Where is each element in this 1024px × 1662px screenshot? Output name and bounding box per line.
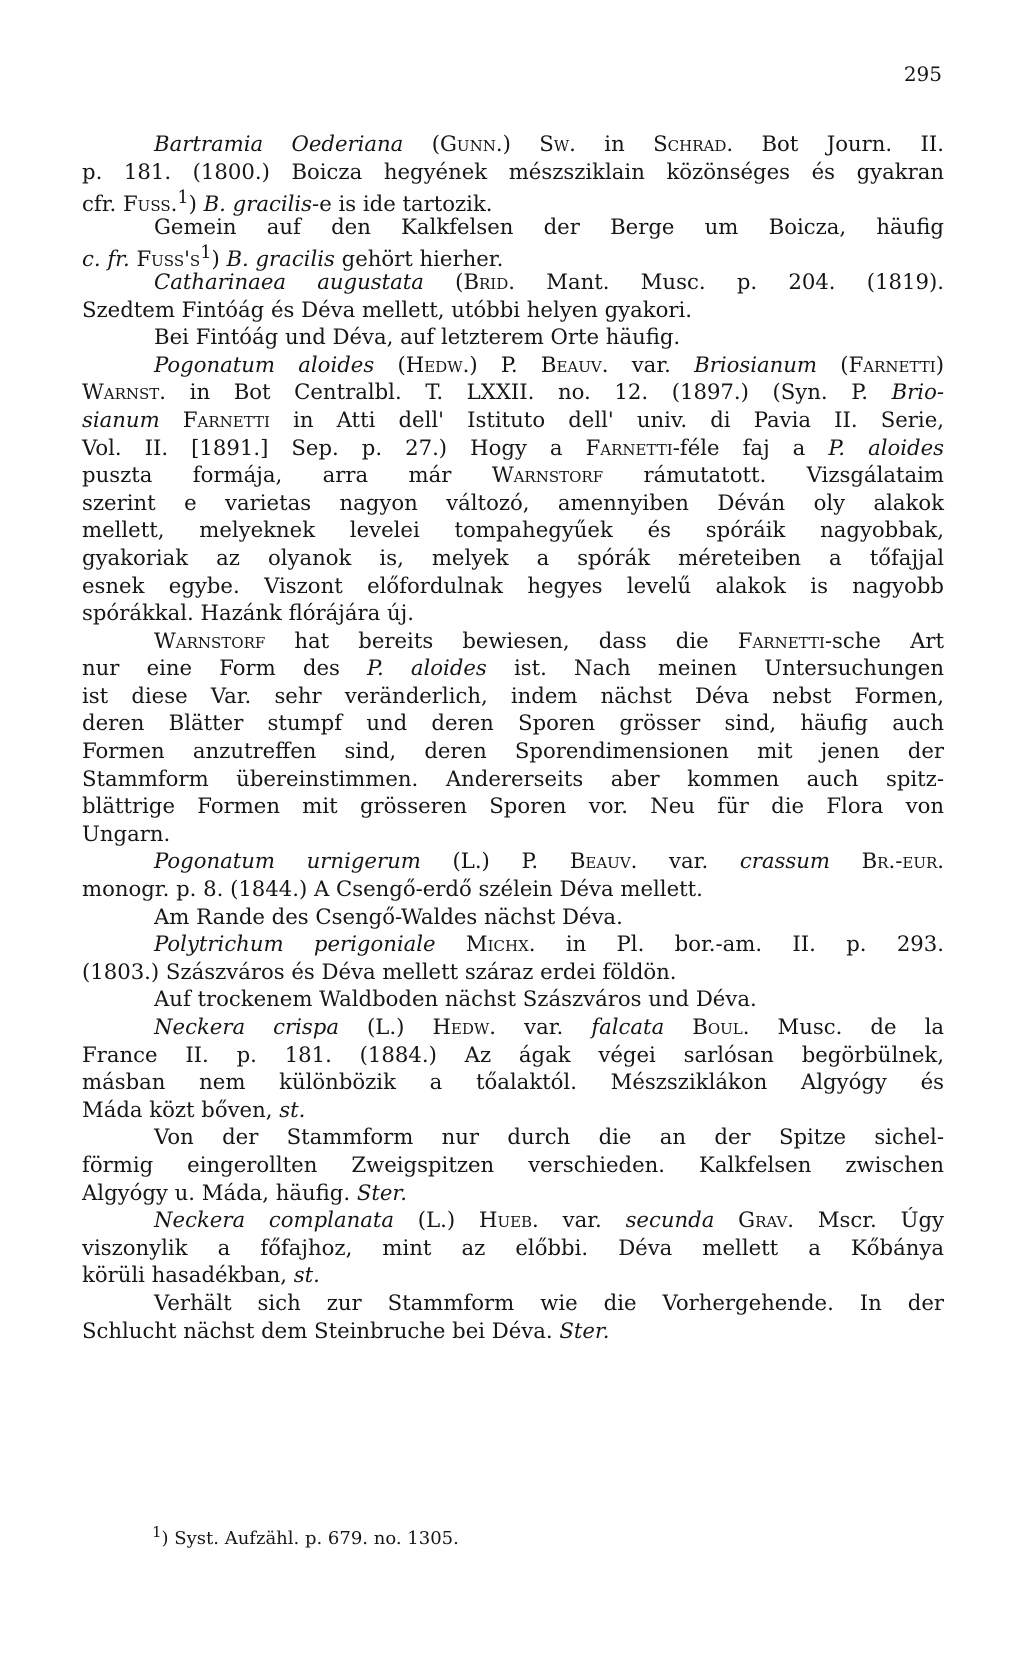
author-name: Warnst. [82, 379, 167, 405]
footnote-ref: 1 [200, 243, 212, 264]
author-name: Beauv. [540, 351, 609, 377]
text-run: var. [637, 848, 740, 874]
text-run: cfr. [82, 191, 123, 217]
text-run: Gemein auf den Kalkfelsen der Berge um Boicza, häufig [154, 213, 944, 239]
footnote-ref: 1 [177, 188, 189, 209]
text-run: in Atti dell' Istituto dell' univ. di Pavia II. Serie, [269, 406, 944, 432]
text-run: ) [211, 246, 227, 272]
text-run: Vol. II. [1891.] Sep. p. 27.) Hogy a [82, 434, 586, 460]
text-run: ) P. [469, 351, 541, 377]
italic-text: Briosianum [694, 351, 818, 377]
text-line [82, 654, 944, 682]
author-name: Brid. [463, 268, 515, 294]
text-run: körüli hasadékban, [82, 1262, 294, 1288]
text-run: -féle faj a [672, 434, 829, 460]
text-run: ( [817, 351, 849, 377]
text-run: ist diese Var. sehr veränderlich, indem nächst Déva nebst Formen, [82, 682, 944, 708]
text-line [82, 875, 944, 903]
text-line [82, 1234, 944, 1262]
author-name: Hueb. [478, 1207, 539, 1233]
text-run: (1803.) Szászváros és Déva mellett száraz erdei földön. [82, 958, 677, 984]
text-run [436, 931, 466, 956]
author-name: Boul. [692, 1014, 750, 1039]
text-line [82, 765, 944, 793]
text-line [82, 1041, 944, 1069]
author-name: Farnetti [182, 406, 270, 432]
text-run: France II. p. 181. (1884.) Az ágak végei sarlósan begörbülnek, [82, 1041, 944, 1067]
text-line [82, 903, 944, 931]
text-run: másban nem különbözik a tőalaktól. Mészsziklákon Algyógy és [82, 1069, 944, 1095]
text-run: gehört hierher. [334, 246, 504, 272]
author-name: Fuss's [136, 246, 201, 272]
text-line [82, 627, 944, 655]
text-run: in Pl. bor.-am. II. p. 293. [535, 931, 944, 957]
author-name: Sw. [539, 131, 576, 156]
italic-text: B. gracilis [226, 246, 335, 272]
author-name: Schrad. [653, 131, 734, 156]
text-line [82, 489, 944, 517]
text-run [664, 1014, 692, 1039]
text-run: ( [374, 351, 406, 377]
italic-text: B. gracilis [203, 191, 313, 217]
text-line [82, 820, 944, 848]
italic-text: Polytrichum perigoniale [154, 931, 436, 957]
text-run: mellett, melyeknek levelei tompahegyűek és spóráik nagyobbak, [82, 517, 944, 543]
text-run: nur eine Form des [82, 655, 368, 681]
page-number: 295 [903, 62, 942, 86]
text-run: Mscr. Úgy [794, 1207, 944, 1233]
text-run: (L.) [338, 1014, 433, 1039]
footnote [152, 1523, 459, 1549]
text-run: var. [538, 1207, 626, 1233]
author-name: Hedw. [432, 1014, 497, 1039]
text-run: Bei Fintóág und Déva, auf letzterem Orte häufig. [154, 324, 681, 350]
author-name: Grav. [738, 1207, 795, 1233]
text-line [82, 958, 944, 986]
text-run: Am Rande des Csengő-Waldes nächst Déva. [154, 903, 623, 929]
author-name: Farnetti [585, 434, 673, 460]
text-run: in [575, 131, 654, 156]
text-run: Szedtem Fintóág és Déva mellett, utóbbi helyen gyakori. [82, 296, 693, 322]
italic-text: P. aloides [828, 434, 944, 460]
text-run: Musc. de la [749, 1014, 944, 1039]
text-run: puszta formája, arra már [82, 462, 492, 488]
text-run: ) [188, 191, 204, 217]
text-line [82, 985, 944, 1013]
footnote-mark: 1 [152, 1523, 162, 1541]
footnote-text: ) Syst. Aufzähl. p. 679. no. 1305. [161, 1528, 459, 1549]
text-line [82, 268, 944, 296]
italic-text: Brio- [891, 379, 944, 405]
author-name: Farnetti [848, 351, 936, 377]
text-line [82, 930, 944, 958]
text-line [82, 737, 944, 765]
text-line [82, 296, 944, 324]
text-run: viszonylik a főfajhoz, mint az előbbi. Déva mellett a Kőbánya [82, 1234, 944, 1260]
author-name: Gunn. [440, 131, 503, 156]
text-run: monogr. p. 8. (1844.) A Csengő-erdő szélein Déva mellett. [82, 876, 703, 902]
text-run [830, 848, 862, 873]
text-run: hat bereits bewiesen, dass die [265, 627, 738, 653]
italic-text: Ster. [559, 1317, 610, 1343]
text-line [82, 323, 944, 351]
text-line [82, 572, 944, 600]
text-run: förmig eingerollten Zweigspitzen verschieden. Kalkfelsen zwischen [82, 1151, 944, 1177]
italic-text: Neckera complanata [154, 1207, 394, 1233]
text-run: deren Blätter stumpf und deren Sporen grösser sind, häufig auch [82, 710, 944, 736]
text-run: Von der Stammform nur durch die an der Spitze sichel- [154, 1124, 944, 1150]
text-run: p. 181. (1800.) Boicza hegyének mészsziklain közönséges és gyakran [82, 158, 944, 184]
text-line [82, 406, 944, 434]
text-run: ( [403, 131, 440, 156]
italic-text: crassum [739, 848, 830, 874]
text-line [82, 1096, 944, 1124]
italic-text: Ster. [356, 1179, 407, 1205]
text-run: esnek egybe. Viszont előfordulnak hegyes levelű alakok is nagyobb [82, 572, 944, 598]
author-name: Farnetti [737, 627, 825, 653]
italic-text: st. [279, 1096, 306, 1122]
text-line [82, 158, 944, 186]
author-name: Beauv. [569, 848, 638, 874]
text-line [82, 213, 944, 241]
author-name: Michx. [465, 931, 536, 957]
author-name: Warnstorf [154, 627, 266, 653]
text-line [82, 185, 944, 217]
text-line [82, 1013, 944, 1041]
text-run: ) [502, 131, 540, 156]
text-run: Formen anzutreffen sind, deren Sporendimensionen mit jenen der [82, 738, 944, 764]
text-line [82, 461, 944, 489]
text-run: ( [423, 268, 464, 294]
text-line [82, 240, 944, 272]
italic-text: P. aloides [367, 655, 487, 681]
italic-text: Pogonatum aloides [154, 351, 375, 377]
author-name: Br.-eur. [861, 848, 944, 874]
italic-text: Catharinaea augustata [154, 268, 424, 294]
text-run: Stammform übereinstimmen. Andererseits aber kommen auch spitz- [82, 765, 944, 791]
text-run: Bot Journ. II. [733, 131, 944, 156]
text-line [82, 1261, 944, 1289]
italic-text: falcata [591, 1014, 665, 1039]
text-line [82, 351, 944, 379]
italic-text: Neckera crispa [154, 1014, 339, 1039]
text-run: -sche Art [824, 627, 945, 653]
text-run [160, 407, 183, 432]
text-line [82, 1068, 944, 1096]
text-run: ist. Nach meinen Untersuchungen [486, 655, 944, 681]
text-line [82, 434, 944, 462]
italic-text: Bartramia Oederiana [154, 131, 404, 156]
text-line [82, 847, 944, 875]
text-line [82, 792, 944, 820]
text-run: in Bot Centralbl. T. LXXII. no. 12. (1897.) (Syn. P. [166, 379, 892, 405]
text-line [82, 1151, 944, 1179]
text-line [82, 1317, 944, 1345]
italic-text: c. fr. [82, 246, 130, 272]
text-run: Verhält sich zur Stammform wie die Vorhergehende. In der [154, 1289, 944, 1315]
text-run: ) [935, 351, 944, 377]
text-run: (L.) P. [420, 848, 570, 874]
text-line [82, 516, 944, 544]
italic-text: Pogonatum urnigerum [154, 848, 421, 874]
text-run: -e is ide tartozik. [312, 191, 493, 217]
text-run: szerint e varietas nagyon változó, amennyiben Déván oly alakok [82, 489, 944, 515]
text-line [82, 709, 944, 737]
author-name: Hedw. [405, 351, 470, 377]
text-line [82, 1123, 944, 1151]
text-run: Ungarn. [82, 820, 171, 846]
text-line [82, 1206, 944, 1234]
text-run: spórákkal. Hazánk flórájára új. [82, 600, 414, 626]
italic-text: st. [293, 1262, 320, 1288]
text-run: Auf trockenem Waldboden nächst Szászváros und Déva. [154, 986, 757, 1012]
text-line [82, 130, 944, 158]
author-name: Warnstorf [491, 462, 604, 488]
text-line [82, 682, 944, 710]
text-line [82, 1289, 944, 1317]
text-run: gyakoriak az olyanok is, melyek a spórák méreteiben a tőfajjal [82, 544, 944, 570]
text-run: Algyógy u. Máda, häufig. [82, 1179, 357, 1205]
text-run: Máda közt bőven, [82, 1096, 280, 1122]
text-run: Mant. Musc. p. 204. (1819). [515, 268, 944, 294]
text-run [714, 1207, 738, 1232]
text-run: rámutatott. Vizsgálataim [603, 462, 944, 488]
text-run: Schlucht nächst dem Steinbruche bei Déva. [82, 1317, 560, 1343]
body-text [82, 130, 944, 1344]
text-line [82, 1179, 944, 1207]
italic-text: secunda [625, 1207, 715, 1233]
author-name: Fuss. [122, 191, 178, 217]
text-run: var. [608, 351, 695, 377]
text-line [82, 544, 944, 572]
italic-text: sianum [82, 406, 160, 432]
text-line [82, 599, 944, 627]
text-run: var. [496, 1014, 592, 1039]
text-run: (L.) [394, 1207, 479, 1233]
text-line [82, 378, 944, 406]
text-run: blättrige Formen mit grösseren Sporen vor. Neu für die Flora von [82, 793, 944, 819]
